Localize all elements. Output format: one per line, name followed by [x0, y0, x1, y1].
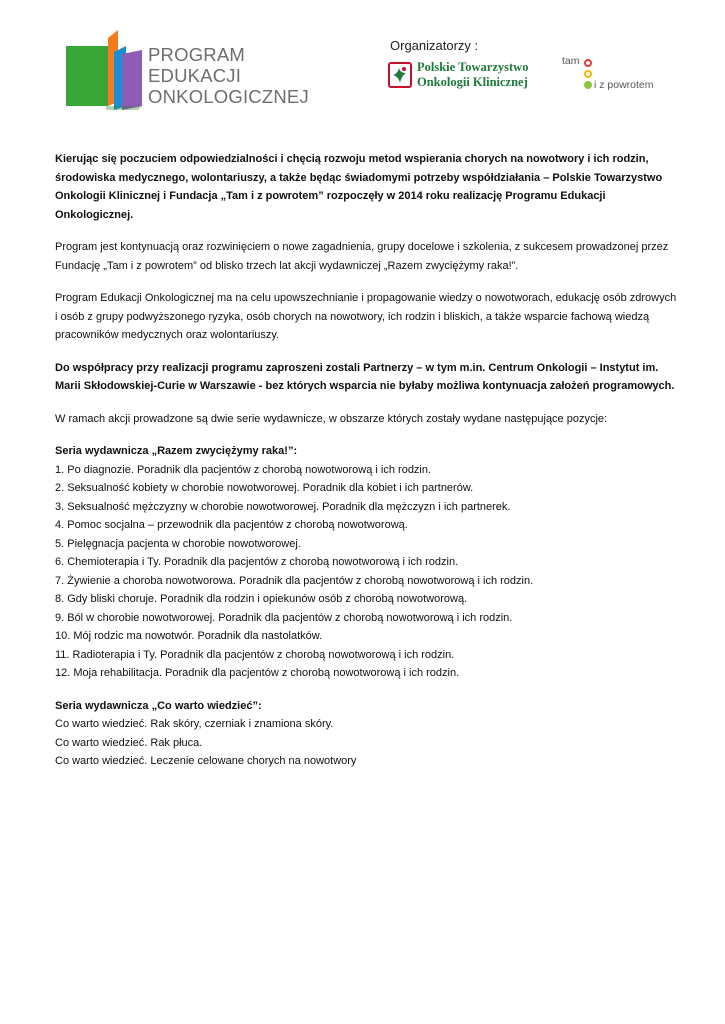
organizers-label: Organizatorzy : [390, 38, 479, 53]
program-goals-paragraph: Program Edukacji Onkologicznej ma na celu upowszechnianie i propagowanie wiedzy o nowotworach, edukację osób zdrowych i osób z grupy podwyższonego ryzyka, osób chorych na nowotwory, ich rodzin i bliskich, a także wsparcie fachową wiedzą pracowników medycznych oraz wolontariuszy. [55, 292, 677, 341]
list-item: Co warto wiedzieć. Rak skóry, czerniak i znamiona skóry. [55, 718, 334, 730]
list-item: 2. Seksualność kobiety w chorobie nowotworowej. Poradnik dla kobiet i ich partnerów. [55, 482, 474, 494]
list-item: 5. Pielęgnacja pacjenta w chorobie nowotworowej. [55, 537, 301, 550]
section-spacer [55, 683, 680, 697]
list-item: Co warto wiedzieć. Leczenie celowane chorych na nowotwory [55, 755, 357, 767]
tam-logo-top: tam [562, 55, 580, 67]
list-item: Co warto wiedzieć. Rak płuca. [55, 736, 203, 749]
intro-paragraph: Kierując się poczuciem odpowiedzialności i chęcią rozwoju metod wspierania chorych na nowotwory i ich rodzin, środowiska medycznego, wolontariuszy, a także będąc świadomymi potrzeby współdziałania – Polskie Towarzystwo Onkologii Klinicznej i Fundacja „Tam i z powrotem” rozpoczęły w 2014 roku realizację Programu Edukacji Onkologicznej. [55, 153, 663, 221]
list-item: 6. Chemioterapia i Ty. Poradnik dla pacjentów z chorobą nowotworową i ich rodzin. [55, 556, 459, 568]
list-item: 10. Mój rodzic ma nowotwór. Poradnik dla nastolatków. [55, 630, 323, 642]
green-dot-icon [584, 81, 592, 89]
list-item: 1. Po diagnozie. Poradnik dla pacjentów z chorobą nowotworową i ich rodzin. [55, 463, 432, 476]
program-continuation-paragraph: Program jest kontynuacją oraz rozwinięciem o nowe zagadnienia, grupy docelowe i szkolenia, z sukcesem prowadzonej przez Fundację „Tam i z powrotem” od blisko trzech lat akcji wydawniczej „Razem zwyciężymy raka!”. [55, 241, 669, 272]
logo-wordmark [148, 44, 309, 107]
list-item: 12. Moja rehabilitacja. Poradnik dla pacjentów z chorobą nowotworową i ich rodzin. [55, 667, 460, 679]
ptok-logo [388, 60, 538, 94]
list-item: 11. Radioterapia i Ty. Poradnik dla pacjentów z chorobą nowotworową i ich rodzin. [55, 648, 455, 661]
ptok-emblem-icon [388, 62, 412, 88]
list-item: 9. Ból w chorobie nowotworowej. Poradnik dla pacjentów z chorobą nowotworową i ich rodzin. [55, 611, 513, 624]
red-dot-icon [584, 59, 592, 67]
list-item: 4. Pomoc socjalna – przewodnik dla pacjentów z chorobą nowotworową. [55, 519, 408, 531]
series2-list [55, 715, 680, 771]
ptok-name [417, 60, 528, 90]
tam-logo [560, 55, 670, 97]
series-intro-paragraph: W ramach akcji prowadzone są dwie serie wydawnicze, w obszarze których zostały wydane następujące pozycje: [55, 412, 608, 425]
list-item: 3. Seksualność mężczyzny w chorobie nowotworowej. Poradnik dla mężczyzn i ich partnerek. [55, 500, 511, 513]
list-item: 7. Żywienie a choroba nowotworowa. Poradnik dla pacjentów z chorobą nowotworową i ich rodzin. [55, 574, 534, 587]
logo-line-2: EDUKACJI [148, 65, 242, 86]
series1-list [55, 461, 680, 683]
logo-line-1: PROGRAM [148, 44, 245, 65]
book-logo-icon [66, 26, 146, 110]
ptok-line-2: Onkologii Klinicznej [417, 75, 528, 89]
series1-title: Seria wydawnicza „Razem zwyciężymy raka!”: [55, 445, 298, 457]
document-body [55, 150, 680, 771]
tam-logo-bottom: i z powrotem [594, 79, 654, 91]
program-logo [66, 26, 316, 112]
page-header [0, 0, 725, 130]
yellow-dot-icon [584, 70, 592, 78]
partners-paragraph: Do współpracy przy realizacji programu zaproszeni zostali Partnerzy – w tym m.in. Centrum Onkologii – Instytut im. Marii Skłodowskiej-Curie w Warszawie - bez których wsparcia nie byłaby możliwa kontynuacja założeń programowych. [55, 361, 675, 392]
logo-line-3: ONKOLOGICZNEJ [148, 86, 309, 107]
ptok-line-1: Polskie Towarzystwo [417, 60, 529, 74]
list-item: 8. Gdy bliski choruje. Poradnik dla rodzin i opiekunów osób z chorobą nowotworową. [55, 593, 468, 605]
series2-title: Seria wydawnicza „Co warto wiedzieć”: [55, 699, 262, 712]
